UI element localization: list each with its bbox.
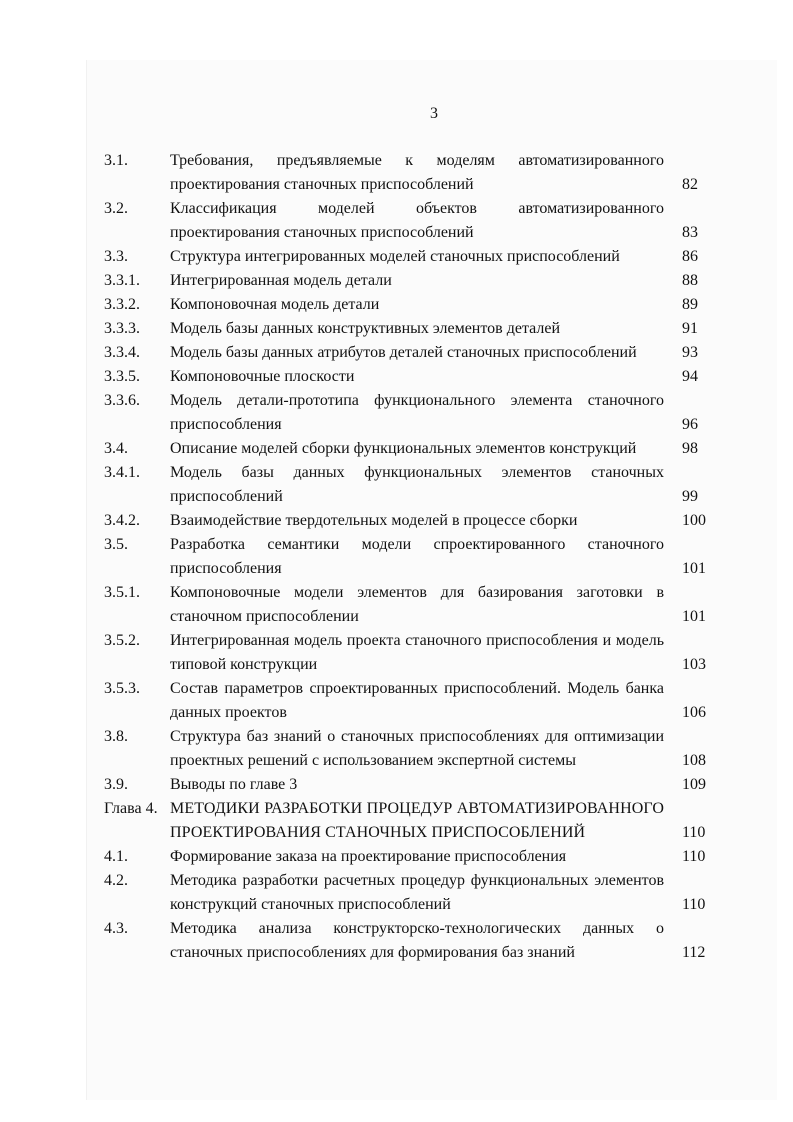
toc-entry-number: 3.1. <box>104 152 128 169</box>
toc-entry-3-3-1 <box>104 269 714 293</box>
toc-entry-number: 3.5.2. <box>104 632 140 649</box>
toc-entry-page: 110 <box>682 848 706 865</box>
toc-entry-title: МЕТОДИКИ РАЗРАБОТКИ ПРОЦЕДУР АВТОМАТИЗИРОВАННОГО ПРОЕКТИРОВАНИЯ СТАНОЧНЫХ ПРИСПОСОБЛЕНИЙ <box>170 800 664 841</box>
toc-entry-page: 99 <box>682 488 698 505</box>
toc-entry-title: Методика анализа конструкторско-технологических данных о станочных приспособлениях для формирования баз знаний <box>170 920 664 961</box>
toc-entry-page: 100 <box>682 512 706 529</box>
toc-entry-3-4 <box>104 437 714 461</box>
toc-entry-title: Состав параметров спроектированных приспособлений. Модель банка данных проектов <box>170 680 664 721</box>
toc-entry-3-5-2 <box>104 629 714 677</box>
toc-entry-number: 4.2. <box>104 872 128 889</box>
toc-entry-3-3-5 <box>104 365 714 389</box>
toc-entry-3-8 <box>104 725 714 773</box>
toc-entry-3-3-4 <box>104 341 714 365</box>
toc-entry-number: 4.1. <box>104 848 128 865</box>
toc-entry-number: 3.5. <box>104 536 128 553</box>
toc-entry-page: 94 <box>682 368 698 385</box>
toc-entry-number: 3.3.4. <box>104 344 140 361</box>
toc-entry-chapter-4 <box>104 797 714 845</box>
toc-entry-3-3-6 <box>104 389 714 437</box>
toc-entry-title: Модель детали-прототипа функционального элемента станочного приспособления <box>170 392 664 433</box>
toc-entry-number: 3.3. <box>104 248 128 265</box>
toc-entry-number: 3.3.6. <box>104 392 140 409</box>
toc-entry-number: 3.3.5. <box>104 368 140 385</box>
toc-entry-page: 91 <box>682 320 698 337</box>
toc-entry-page: 98 <box>682 440 698 457</box>
toc-entry-page: 106 <box>682 704 706 721</box>
toc-entry-page: 86 <box>682 248 698 265</box>
toc-entry-4-1 <box>104 845 714 869</box>
table-of-contents <box>104 149 714 965</box>
toc-entry-title: Компоновочные модели элементов для базирования заготовки в станочном приспособлении <box>170 584 664 625</box>
toc-entry-page: 109 <box>682 776 706 793</box>
toc-entry-3-5-3 <box>104 677 714 725</box>
toc-entry-number: 3.3.3. <box>104 320 140 337</box>
toc-entry-3-3-3 <box>104 317 714 341</box>
toc-entry-4-2 <box>104 869 714 917</box>
toc-entry-page: 96 <box>682 416 698 433</box>
toc-entry-page: 101 <box>682 560 706 577</box>
toc-entry-3-1 <box>104 149 714 197</box>
toc-entry-number: 3.2. <box>104 200 128 217</box>
toc-entry-title: Формирование заказа на проектирование приспособления <box>170 848 567 865</box>
toc-entry-page: 108 <box>682 752 706 769</box>
toc-entry-3-2 <box>104 197 714 245</box>
toc-entry-page: 110 <box>682 824 706 841</box>
toc-entry-number: 3.4.1. <box>104 464 140 481</box>
toc-entry-3-5 <box>104 533 714 581</box>
toc-entry-3-3 <box>104 245 714 269</box>
toc-entry-3-4-1 <box>104 461 714 509</box>
toc-entry-number: 3.4.2. <box>104 512 140 529</box>
toc-entry-title: Структура интегрированных моделей станочных приспособлений <box>170 248 620 265</box>
toc-entry-page: 103 <box>682 656 706 673</box>
toc-entry-title: Классификация моделей объектов автоматизированного проектирования станочных приспособлений <box>170 200 664 241</box>
toc-entry-title: Структура баз знаний о станочных приспособлениях для оптимизации проектных решений с использованием экспертной системы <box>170 728 664 769</box>
toc-entry-number: 3.3.2. <box>104 296 140 313</box>
toc-entry-title: Компоновочная модель детали <box>170 296 380 313</box>
toc-entry-title: Интегрированная модель проекта станочного приспособления и модель типовой конструкции <box>170 632 664 673</box>
toc-entry-number: 3.5.1. <box>104 584 140 601</box>
toc-entry-title: Методика разработки расчетных процедур функциональных элементов конструкций станочных приспособлений <box>170 872 664 913</box>
toc-entry-title: Модель базы данных атрибутов деталей станочных приспособлений <box>170 344 637 361</box>
toc-entry-3-5-1 <box>104 581 714 629</box>
toc-entry-title: Компоновочные плоскости <box>170 368 355 385</box>
toc-entry-page: 82 <box>682 176 698 193</box>
toc-entry-number: 3.8. <box>104 728 128 745</box>
toc-entry-title: Выводы по главе 3 <box>170 776 298 793</box>
toc-entry-3-3-2 <box>104 293 714 317</box>
toc-entry-title: Модель базы данных конструктивных элементов деталей <box>170 320 561 337</box>
toc-entry-title: Модель базы данных функциональных элементов станочных приспособлений <box>170 464 664 505</box>
toc-entry-number: 3.9. <box>104 776 128 793</box>
toc-entry-3-4-2 <box>104 509 714 533</box>
toc-entry-page: 88 <box>682 272 698 289</box>
toc-entry-title: Интегрированная модель детали <box>170 272 392 289</box>
toc-entry-number: 3.5.3. <box>104 680 140 697</box>
toc-entry-page: 112 <box>682 944 706 961</box>
toc-entry-3-9 <box>104 773 714 797</box>
toc-entry-title: Разработка семантики модели спроектированного станочного приспособления <box>170 536 664 577</box>
page-number: 3 <box>430 105 438 122</box>
toc-entry-page: 101 <box>682 608 706 625</box>
toc-entry-title: Описание моделей сборки функциональных элементов конструкций <box>170 440 637 457</box>
toc-entry-4-3 <box>104 917 714 965</box>
toc-entry-page: 110 <box>682 896 706 913</box>
toc-entry-page: 93 <box>682 344 698 361</box>
toc-entry-title: Требования, предъявляемые к моделям автоматизированного проектирования станочных приспособлений <box>170 152 664 193</box>
toc-entry-title: Взаимодействие твердотельных моделей в процессе сборки <box>170 512 578 529</box>
toc-entry-number: 3.3.1. <box>104 272 140 289</box>
toc-entry-number: Глава 4. <box>104 800 158 817</box>
toc-entry-page: 83 <box>682 224 698 241</box>
toc-entry-number: 4.3. <box>104 920 128 937</box>
toc-entry-page: 89 <box>682 296 698 313</box>
toc-entry-number: 3.4. <box>104 440 128 457</box>
